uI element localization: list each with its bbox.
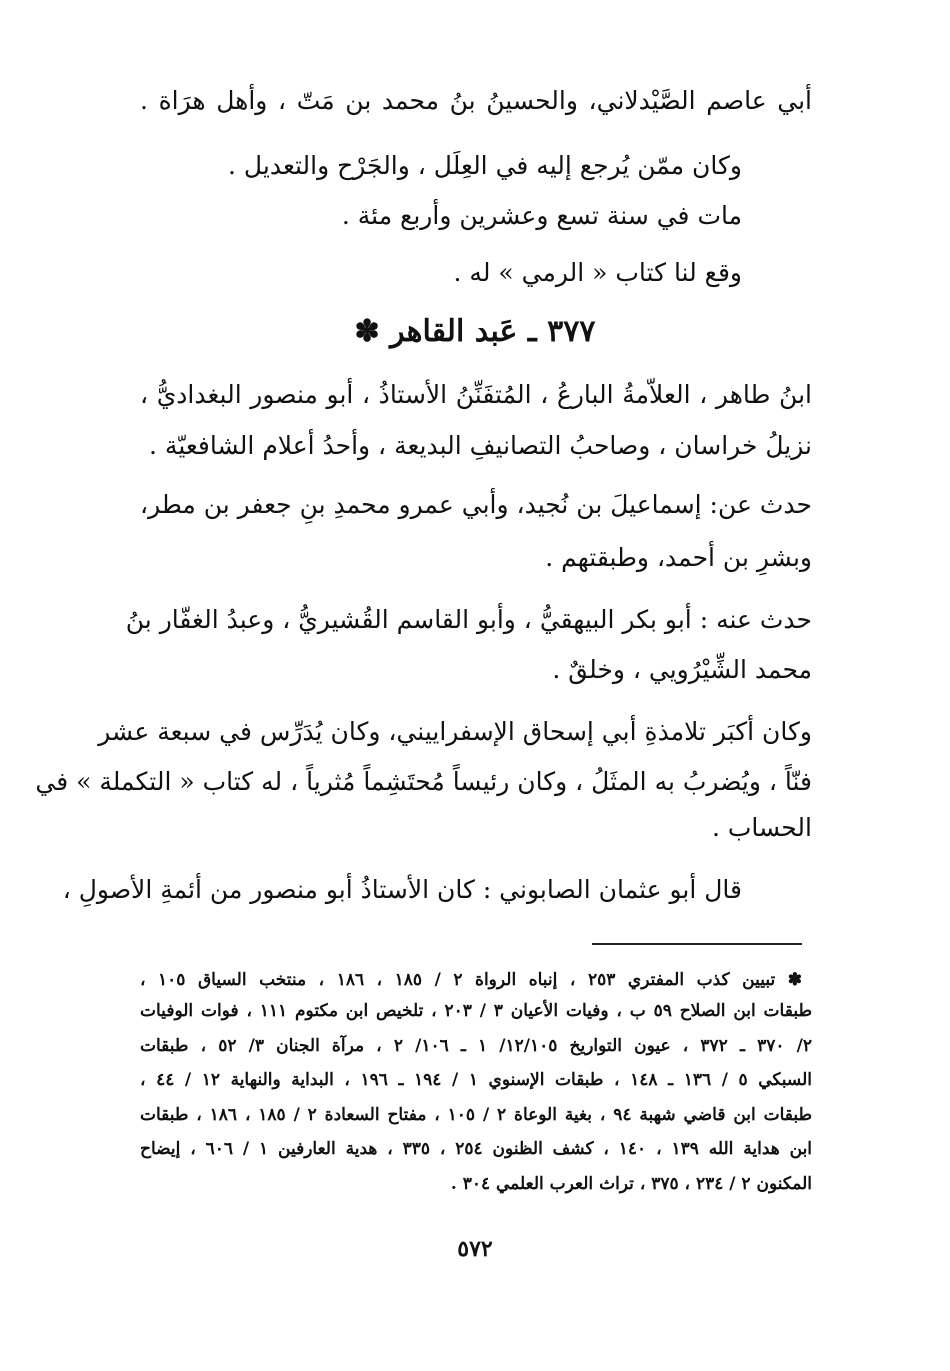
footnote-line: طبقات ابن الصلاح ٥٩ ب ، وفيات الأعيان ٣ / ٢٠٣ ، تلخيص ابن مكتوم ١١١ ، فوات الوفيات (140, 1001, 812, 1021)
footnote-line: ٢/ ٣٧٠ ـ ٣٧٢ ، عيون التواريخ ١٢/١٠٥/ ١ ـ ١٠٦/ ٢ ، مرآة الجنان ٣/ ٥٢ ، طبقات (140, 1036, 812, 1056)
footnote-line: ابن هداية الله ١٣٩ ، ١٤٠ ، كشف الظنون ٢٥٤ ، ٣٣٥ ، هدية العارفين ١ / ٦٠٦ ، إيضاح (140, 1139, 813, 1159)
paragraph-line: محمد الشِّيْرُويي ، وخلقٌ . (552, 655, 812, 684)
paragraph-line: ابنُ طاهر ، العلاّمةُ البارعُ ، المُتفَنِّنُ الأستاذُ ، أبو منصور البغداديُّ ، (140, 380, 812, 409)
paragraph-line: نزيلُ خراسان ، وصاحبُ التصانيفِ البديعة ، وأحدُ أعلام الشافعيّة . (149, 431, 812, 460)
footnote-line: السبكي ٥ / ١٣٦ ـ ١٤٨ ، طبقات الإسنوي ١ / ١٩٤ ـ ١٩٦ ، البداية والنهاية ١٢ / ٤٤ ، (140, 1070, 812, 1090)
paragraph-line: حدث عن: إسماعيلَ بن نُجيد، وأبي عمرو محمدِ بنِ جعفر بن مطر، (140, 490, 812, 519)
paragraph-line: فنّاً ، ويُضربُ به المثَلُ ، وكان رئيساً مُحتَشِماً مُثرياً ، له كتاب « التكملة » في (35, 767, 812, 796)
body-line: أبي عاصم الصَّيْدلاني، والحسينُ بنُ محمد بن مَتّ ، وأهل هرَاة . (140, 86, 812, 115)
page-number: ٥٧٢ (457, 1236, 493, 1262)
paragraph-line: قال أبو عثمان الصابوني : كان الأستاذُ أبو منصور من أئمةِ الأصولِ ، (62, 875, 742, 904)
paragraph-line: وبشرِ بن أحمد، وطبقتهم . (545, 543, 812, 572)
paragraph-line: وكان أكبَر تلامذةِ أبي إسحاق الإسفراييني، وكان يُدَرِّس في سبعة عشر (98, 717, 812, 746)
paragraph-line: الحساب . (711, 813, 812, 842)
body-line: وقع لنا كتاب « الرمي » له . (453, 258, 742, 287)
paragraph-line: حدث عنه : أبو بكر البيهقيُّ ، وأبو القاسم القُشيريُّ ، وعبدُ الغفّار بنُ (125, 605, 812, 634)
entry-heading: ٣٧٧ ـ عَبد القاهر ✽ (354, 314, 596, 349)
body-line: وكان ممّن يُرجع إليه في العِلَل ، والجَرْح والتعديل . (228, 151, 742, 180)
footnote-line: طبقات ابن قاضي شهبة ٩٤ ، بغية الوعاة ٢ / ١٠٥ ، مفتاح السعادة ٢ / ١٨٥ ، ١٨٦ ، طبقات (140, 1105, 813, 1125)
footnote-line: المكنون ٢ / ٢٣٤ ، ٣٧٥ ، تراث العرب العلمي ٣٠٤ . (450, 1174, 812, 1194)
body-line: مات في سنة تسع وعشرين وأربع مئة . (341, 201, 742, 230)
footnote-separator (592, 943, 802, 945)
footnote-line: ✽ تبيين كذب المفتري ٢٥٣ ، إنباه الرواة ٢ / ١٨٥ ، ١٨٦ ، منتخب السياق ١٠٥ ، (140, 970, 803, 990)
